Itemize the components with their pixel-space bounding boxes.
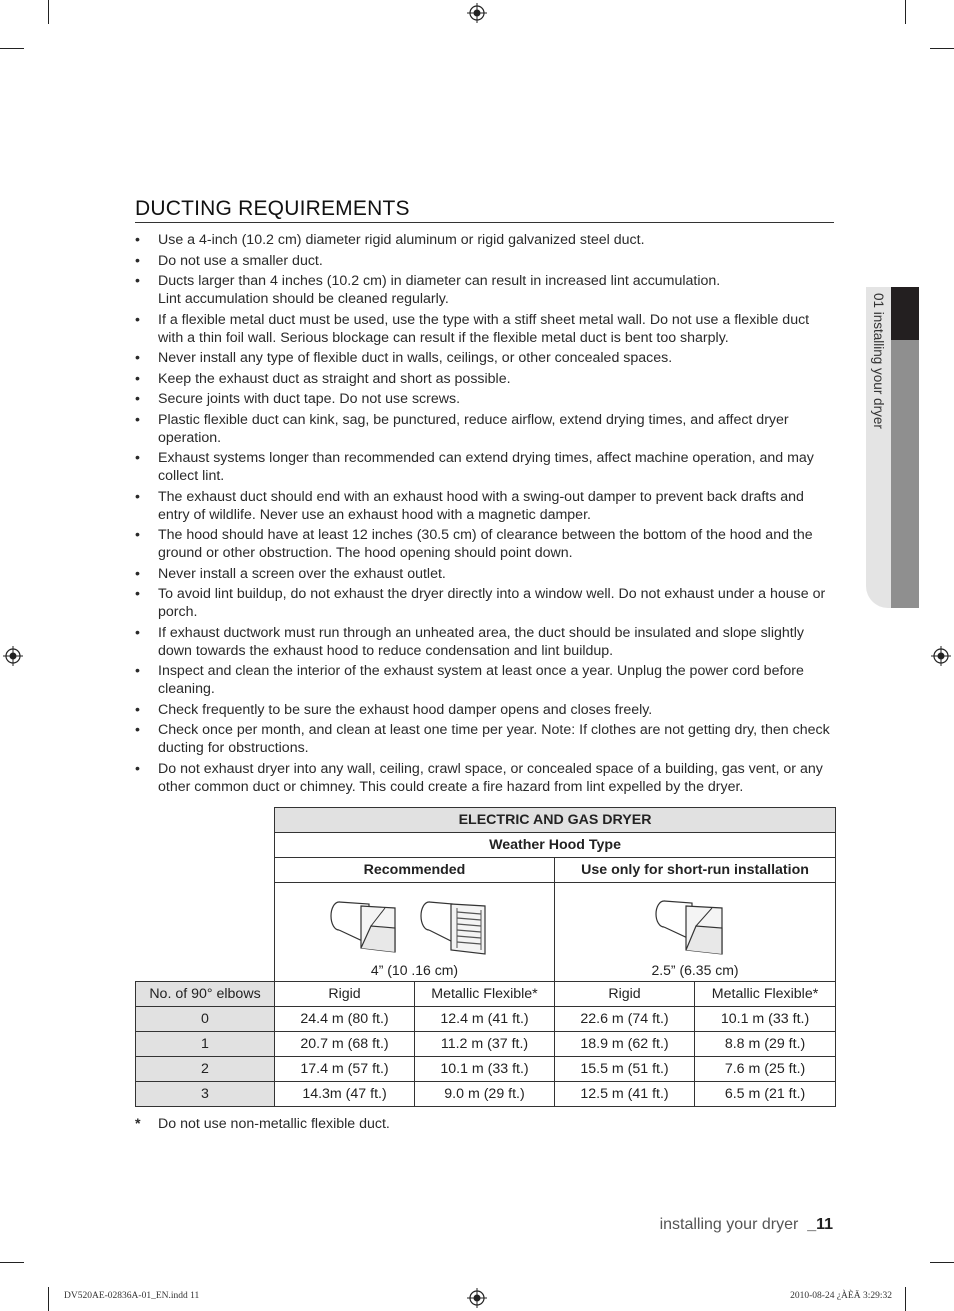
list-item-text: Inspect and clean the interior of the exhaust system at least once a year. Unplug the power cord before cleaning. — [158, 663, 804, 697]
table-spacer — [136, 833, 275, 858]
table-row — [136, 1082, 836, 1107]
table-spacer — [136, 883, 275, 982]
list-item-text: If a flexible metal duct must be used, use the type with a stiff sheet metal wall. Do not use a flexible duct with a thin foil wall. Serious blockage can result if the flexible metal duct is bent too sharply. — [158, 311, 810, 346]
short-run-header: Use only for short-run installation — [555, 858, 836, 883]
list-item — [135, 721, 835, 757]
list-item-text: Never install a screen over the exhaust outlet. — [158, 565, 446, 582]
recommended-header: Recommended — [275, 858, 555, 883]
short-run-hood-size: 2.5” (6.35 cm) — [651, 962, 739, 978]
table-cell: 18.9 m (62 ft.) — [555, 1032, 695, 1057]
print-slug-file: DV520AE-02836A-01_EN.indd 11 — [64, 1291, 200, 1301]
requirements-list — [135, 231, 835, 798]
bullet-icon: • — [135, 350, 140, 366]
list-item — [135, 526, 835, 562]
list-item — [135, 272, 835, 308]
page-title: DUCTING REQUIREMENTS — [135, 197, 834, 223]
table-cell: 14.3m (47 ft.) — [275, 1082, 415, 1107]
bullet-icon: • — [135, 663, 140, 679]
list-item-text: To avoid lint buildup, do not exhaust the dryer directly into a window well. Do not exhaust under a house or porch. — [158, 586, 826, 620]
list-item — [135, 662, 835, 698]
table-cell: 11.2 m (37 ft.) — [415, 1032, 555, 1057]
elbow-count-cell: 3 — [136, 1082, 275, 1107]
page-number: _11 — [807, 1216, 833, 1233]
column-header-rigid: Rigid — [275, 982, 415, 1007]
bullet-icon: • — [135, 252, 140, 269]
footer-section-title: installing your dryer — [659, 1216, 799, 1233]
table-cell: 15.5 m (51 ft.) — [555, 1057, 695, 1082]
crop-mark — [905, 0, 906, 24]
list-item — [135, 624, 835, 660]
bullet-icon: • — [135, 273, 140, 289]
list-item — [135, 760, 835, 796]
list-item-text: Use a 4-inch (10.2 cm) diameter rigid aluminum or rigid galvanized steel duct. — [158, 232, 645, 248]
crop-mark — [905, 1287, 906, 1311]
list-item — [135, 231, 835, 249]
registration-mark-icon — [467, 1288, 487, 1308]
list-item — [135, 390, 835, 408]
crop-mark — [0, 1262, 24, 1263]
crop-mark — [48, 1287, 49, 1311]
table-row — [136, 1007, 836, 1032]
page-footer — [660, 1216, 833, 1234]
table-footnote — [135, 1116, 390, 1132]
list-item-text: Secure joints with duct tape. Do not use screws. — [158, 391, 461, 407]
registration-mark-icon — [3, 646, 23, 666]
registration-mark-icon — [931, 646, 951, 666]
table-cell: 20.7 m (68 ft.) — [275, 1032, 415, 1057]
list-item — [135, 349, 835, 367]
list-item-text: Never install any type of flexible duct in walls, ceilings, or other concealed spaces. — [158, 350, 673, 366]
list-item-text: The exhaust duct should end with an exhaust hood with a swing-out damper to prevent back drafts and entry of wildlife. Never use an exhaust hood with a magnetic damper. — [158, 488, 804, 523]
list-item-text: Exhaust systems longer than recommended can extend drying times, affect machine operation, and may collect lint. — [158, 450, 814, 484]
footnote-mark: * — [135, 1116, 141, 1132]
crop-mark — [0, 48, 24, 49]
list-item — [135, 565, 835, 583]
chapter-tab-marker — [891, 287, 919, 340]
crop-mark — [930, 48, 954, 49]
list-item — [135, 311, 835, 347]
column-header-rigid: Rigid — [555, 982, 695, 1007]
recommended-hood-cell — [275, 883, 555, 982]
list-item-text: Plastic flexible duct can kink, sag, be punctured, reduce airflow, extend drying times, and affect dryer operation. — [158, 411, 789, 446]
table-row — [136, 1032, 836, 1057]
bullet-icon: • — [135, 586, 140, 602]
print-slug-date: 2010-08-24 ¿ÀÈÄ 3:29:32 — [790, 1291, 892, 1301]
bullet-icon: • — [135, 565, 140, 582]
bullet-icon: • — [135, 488, 140, 505]
elbow-count-cell: 0 — [136, 1007, 275, 1032]
bullet-icon: • — [135, 391, 140, 407]
table-cell: 9.0 m (29 ft.) — [415, 1082, 555, 1107]
chapter-tab-label: 01 installing your dryer — [871, 293, 886, 429]
list-item-text: The hood should have at least 12 inches (30.5 cm) of clearance between the bottom of the hood and the ground or other obstruction. The hood opening should point down. — [158, 527, 813, 561]
list-item-text: Check frequently to be sure the exhaust hood damper opens and closes freely. — [158, 701, 653, 718]
table-cell: 8.8 m (29 ft.) — [695, 1032, 836, 1057]
list-item — [135, 370, 835, 388]
table-spacer — [136, 858, 275, 883]
table-cell: 12.5 m (41 ft.) — [555, 1082, 695, 1107]
registration-mark-icon — [467, 3, 487, 23]
column-header-elbows: No. of 90° elbows — [136, 982, 275, 1007]
table-cell: 6.5 m (21 ft.) — [695, 1082, 836, 1107]
short-run-hood-cell — [555, 883, 836, 982]
list-item — [135, 488, 835, 524]
bullet-icon: • — [135, 311, 140, 328]
table-cell: 10.1 m (33 ft.) — [415, 1057, 555, 1082]
list-item — [135, 449, 835, 485]
table-title: ELECTRIC AND GAS DRYER — [275, 808, 836, 833]
table-cell: 17.4 m (57 ft.) — [275, 1057, 415, 1082]
table-row — [136, 1057, 836, 1082]
bullet-icon: • — [135, 527, 140, 543]
footnote-text: Do not use non-metallic flexible duct. — [158, 1116, 390, 1132]
bullet-icon: • — [135, 232, 140, 248]
table-cell: 12.4 m (41 ft.) — [415, 1007, 555, 1032]
list-item — [135, 411, 835, 447]
table-cell: 7.6 m (25 ft.) — [695, 1057, 836, 1082]
list-item-text: Do not use a smaller duct. — [158, 252, 323, 269]
crop-mark — [48, 0, 49, 24]
list-item — [135, 701, 835, 719]
duct-length-table — [135, 807, 836, 1107]
column-header-flexible: Metallic Flexible* — [415, 982, 555, 1007]
table-cell: 24.4 m (80 ft.) — [275, 1007, 415, 1032]
bullet-icon: • — [135, 370, 140, 387]
chapter-tab-bar — [891, 340, 919, 608]
hood-illustration-icon — [650, 894, 740, 962]
elbow-count-cell: 2 — [136, 1057, 275, 1082]
list-item-text: If exhaust ductwork must run through an unheated area, the duct should be insulated and slope slightly down towards the exhaust hood to reduce condensation and lint buildup. — [158, 624, 804, 659]
bullet-icon: • — [135, 450, 140, 466]
hood-illustration-icon — [325, 894, 505, 962]
table-cell: 22.6 m (74 ft.) — [555, 1007, 695, 1032]
bullet-icon: • — [135, 624, 140, 641]
bullet-icon: • — [135, 701, 140, 718]
table-cell: 10.1 m (33 ft.) — [695, 1007, 836, 1032]
list-item-text: Check once per month, and clean at least one time per year. Note: If clothes are not getting dry, then check ducting for obstructions. — [158, 722, 830, 756]
table-subtitle: Weather Hood Type — [275, 833, 836, 858]
list-item-text: Do not exhaust dryer into any wall, ceiling, crawl space, or concealed space of a building, gas vent, or any other common duct or chimney. This could create a fire hazard from lint expelled by the dryer. — [158, 760, 823, 795]
bullet-icon: • — [135, 722, 140, 738]
list-item-text: Keep the exhaust duct as straight and short as possible. — [158, 370, 511, 387]
list-item — [135, 252, 835, 270]
bullet-icon: • — [135, 411, 140, 428]
column-header-flexible: Metallic Flexible* — [695, 982, 836, 1007]
crop-mark — [930, 1262, 954, 1263]
list-item-text: Ducts larger than 4 inches (10.2 cm) in diameter can result in increased lint accumulation. Lint accumulation should be cleaned regularly. — [158, 273, 721, 307]
elbow-count-cell: 1 — [136, 1032, 275, 1057]
table-spacer — [136, 808, 275, 833]
recommended-hood-size: 4” (10 .16 cm) — [370, 962, 459, 978]
bullet-icon: • — [135, 760, 140, 777]
list-item — [135, 585, 835, 621]
